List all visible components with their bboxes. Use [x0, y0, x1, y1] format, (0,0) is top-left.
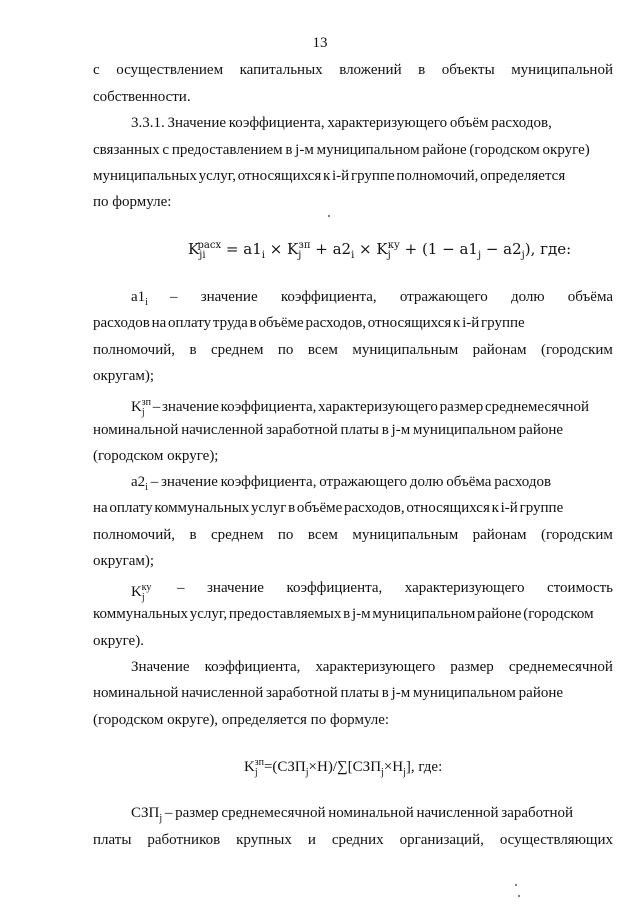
def-a1-symbol: $a1_i$ [131, 289, 148, 308]
p2-line2: связанных с предоставлением в j-м муниципальном районе (городском округе) [93, 142, 590, 158]
def-kzp-line1: $K_j^{зп}$ – значение коэффициента, характеризующего размер среднемесячной [131, 397, 590, 418]
formula-k-zp: $K_j^{зп}=(СЗП_j\times Н)/\sum[СЗП_j\times Н_j]$, где: [244, 757, 443, 778]
def-kku-line1: – значение коэффициента, характеризующего стоимость [177, 580, 613, 596]
def-szp-line1: $СЗП_j$ – размер среднемесячной номинальной начисленной заработной [131, 805, 574, 824]
p3-line2: номинальной начисленной заработной платы в j-м муниципальном районе [93, 685, 564, 701]
def-a1-line3: полномочий, в среднем по всем муниципальным районам (городским [93, 342, 613, 358]
scan-speck [515, 884, 517, 886]
def-kku-line2: коммунальных услуг, предоставляемых в j-м муниципальном районе (городском [93, 606, 594, 622]
scan-speck [518, 895, 520, 897]
p3-line3: (городском округе), определяется по формуле: [93, 712, 390, 728]
def-a2-line2: на оплату коммунальных услуг в объёме расходов, относящихся к i-й группе [93, 500, 564, 516]
def-kzp-line3: (городском округе); [93, 448, 219, 464]
def-kku-symbol: $K_j^{ку}$ [131, 582, 152, 603]
p2-line1: 3.3.1. Значение коэффициента, характеризующего объём расходов, [131, 115, 552, 131]
formula-k-rasx: $K_{ji}^{расх} = a1_i \times K_j^{зп} + a2_i \times K_j^{ку} + (1 - a1_j - a2_j)$, где: [188, 240, 572, 261]
def-kzp-line2: номинальной начисленной заработной платы в j-м муниципальном районе [93, 422, 564, 438]
scan-speck [328, 215, 330, 217]
p3-line1: Значение коэффициента, характеризующего размер среднемесячной [131, 659, 613, 675]
p1-line2: собственности. [93, 89, 191, 105]
def-a2-line1: $a2_i$ – значение коэффициента, отражающего долю объёма расходов [131, 474, 552, 493]
def-a2-line4: округам); [93, 553, 155, 569]
def-szp-line2: платы работников крупных и средних организаций, осуществляющих [93, 832, 613, 848]
p2-line3: муниципальных услуг, относящихся к i-й группе полномочий, определяется [93, 168, 566, 184]
def-a1-line1: – значение коэффициента, отражающего долю объёма [170, 289, 613, 305]
p2-line4: по формуле: [93, 194, 172, 210]
def-a1-line2: расходов на оплату труда в объёме расходов, относящихся к i-й группе [93, 315, 525, 331]
p1-line1: с осуществлением капитальных вложений в объекты муниципальной [93, 62, 613, 78]
def-a2-line3: полномочий, в среднем по всем муниципальным районам (городским [93, 527, 613, 543]
def-a1-line4: округам); [93, 368, 155, 384]
def-kku-line3: округе). [93, 633, 144, 649]
page-number: 13 [312, 35, 328, 51]
